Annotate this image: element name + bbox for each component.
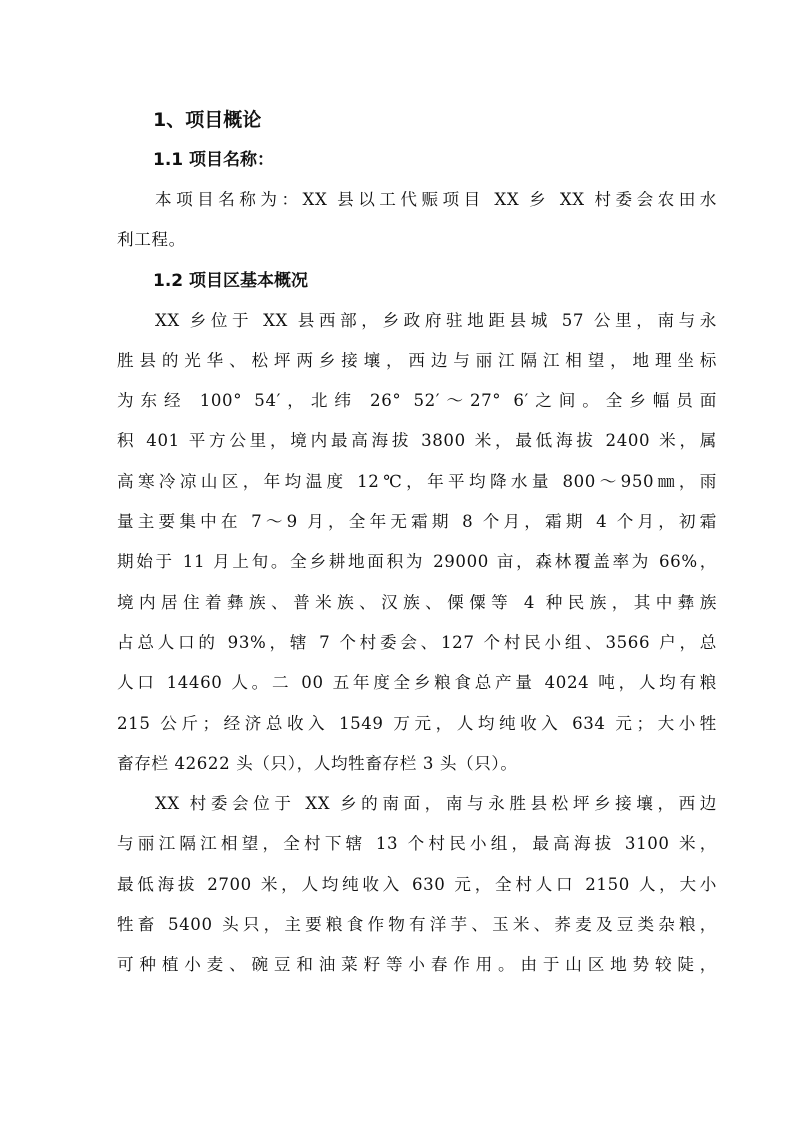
paragraph-township-overview xyxy=(117,301,717,785)
text-line: 牲畜 5400 头只，主要粮食作物有洋芋、玉米、荞麦及豆类杂粮， xyxy=(117,915,717,935)
paragraph-village-overview xyxy=(117,784,717,985)
text-line: 人口 14460 人。二 00 五年度全乡粮食总产量 4024 吨，人均有粮 xyxy=(117,673,717,693)
text-line: 本项目名称为：XX 县以工代赈项目 XX 乡 XX 村委会农田水 xyxy=(155,190,717,209)
text-line: 215 公斤；经济总收入 1549 万元，人均纯收入 634 元；大小牲 xyxy=(117,713,717,733)
text-line: 量主要集中在 7～9 月，全年无霜期 8 个月，霜期 4 个月，初霜 xyxy=(117,512,717,532)
heading-project-overview: 1、项目概论 xyxy=(153,109,262,131)
text-line: 与丽江隔江相望，全村下辖 13 个村民小组，最高海拔 3100 米， xyxy=(117,834,717,854)
text-line: 可种植小麦、碗豆和油菜籽等小春作用。由于山区地势较陡， xyxy=(117,955,717,975)
text-line: 利工程。 xyxy=(117,230,186,250)
text-line: 为东经 100° 54′，北纬 26° 52′～27° 6′之间。全乡幅员面 xyxy=(117,391,717,411)
text-line: 积 401 平方公里，境内最高海拔 3800 米，最低海拔 2400 米，属 xyxy=(117,431,717,451)
text-line: 畜存栏 42622 头（只），人均牲畜存栏 3 头（只）。 xyxy=(117,753,518,773)
heading-project-area-overview: 1.2 项目区基本概况 xyxy=(153,270,309,291)
text-line: 境内居住着彝族、普米族、汉族、傈僳等 4 种民族，其中彝族 xyxy=(117,592,717,612)
text-line: XX 乡位于 XX 县西部，乡政府驻地距县城 57 公里，南与永 xyxy=(155,310,717,330)
document-body xyxy=(117,100,717,986)
text-line: 最低海拔 2700 米，人均纯收入 630 元，全村人口 2150 人，大小 xyxy=(117,874,717,894)
text-line: 高寒冷凉山区，年均温度 12℃，年平均降水量 800～950㎜，雨 xyxy=(117,471,717,491)
text-line: XX 村委会位于 XX 乡的南面，南与永胜县松坪乡接壤，西边 xyxy=(155,794,717,814)
text-line: 占总人口的 93%，辖 7 个村委会、127 个村民小组、3566 户，总 xyxy=(117,632,717,652)
heading-project-name: 1.1 项目名称： xyxy=(153,150,275,170)
text-line: 胜县的光华、松坪两乡接壤，西边与丽江隔江相望，地理坐标 xyxy=(117,350,717,370)
text-line: 期始于 11 月上旬。全乡耕地面积为 29000 亩，森林覆盖率为 66%， xyxy=(117,552,717,572)
paragraph-project-name xyxy=(117,180,717,261)
